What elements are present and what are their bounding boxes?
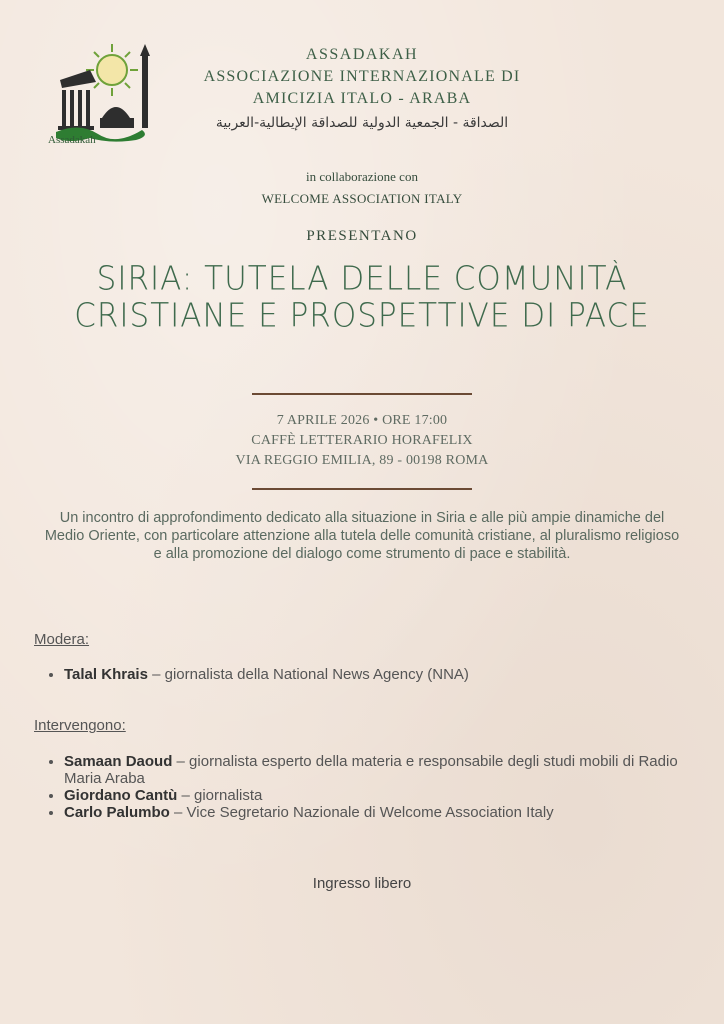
org-full-name: ASSOCIAZIONE INTERNAZIONALE DI AMICIZIA ITALO - ARABA <box>203 68 521 107</box>
person-role: – Vice Segretario Nazionale di Welcome Association Italy <box>169 804 554 821</box>
presents-label: PRESENTANO <box>306 228 418 244</box>
org-name: ASSADAKAH <box>305 46 419 63</box>
speakers-list <box>48 753 684 821</box>
divider-top <box>252 393 472 395</box>
event-details <box>0 411 724 471</box>
entry-note: Ingresso libero <box>312 875 412 892</box>
person-role: – giornalista della National News Agency (NNA) <box>147 666 469 683</box>
speakers-label: Intervengono: <box>34 717 126 734</box>
event-venue: CAFFÈ LETTERARIO HORAFELIX <box>251 433 473 448</box>
moderator-label: Modera: <box>34 631 90 648</box>
event-date-time: 7 APRILE 2026 • ORE 17:00 <box>276 413 448 428</box>
sun-icon <box>86 44 138 96</box>
logo-caption: Assadakah <box>48 134 96 146</box>
person-name: Carlo Palumbo <box>64 804 170 821</box>
event-description: Un incontro di approfondimento dedicato alla situazione in Siria e alle più ampie dinamiche del Medio Oriente, con particolare attenzione alla tutela delle comunità cristiane, al pluralismo religioso e alla promozione del dialogo come strumento di pace e stabilità. <box>44 510 680 562</box>
moderator-list <box>48 666 684 683</box>
event-title: SIRIA: TUTELA DELLE COMUNITÀ CRISTIANE E PROSPETTIVE DI PACE <box>74 260 650 335</box>
list-item <box>64 666 684 683</box>
org-arabic-name: الصداقة - الجمعية الدولية للصداقة الإيطالية-العربية <box>215 115 509 131</box>
divider-bottom <box>252 488 472 490</box>
list-item <box>64 804 684 821</box>
person-name: Talal Khrais <box>64 666 148 683</box>
person-role: – giornalista esperto della materia e responsabile degli studi mobili di Radio Maria Araba <box>64 753 678 787</box>
collaboration-block <box>0 166 724 210</box>
person-name: Giordano Cantù <box>64 787 178 804</box>
collaboration-intro: in collaborazione con <box>306 169 418 184</box>
organization-header <box>160 44 564 134</box>
person-role: – giornalista <box>177 787 263 804</box>
person-name: Samaan Daoud <box>64 753 173 770</box>
event-address: VIA REGGIO EMILIA, 89 - 00198 ROMA <box>235 453 489 468</box>
temple-icon <box>58 70 96 130</box>
collaboration-partner: WELCOME ASSOCIATION ITALY <box>261 191 463 206</box>
list-item <box>64 753 684 787</box>
list-item <box>64 787 684 804</box>
